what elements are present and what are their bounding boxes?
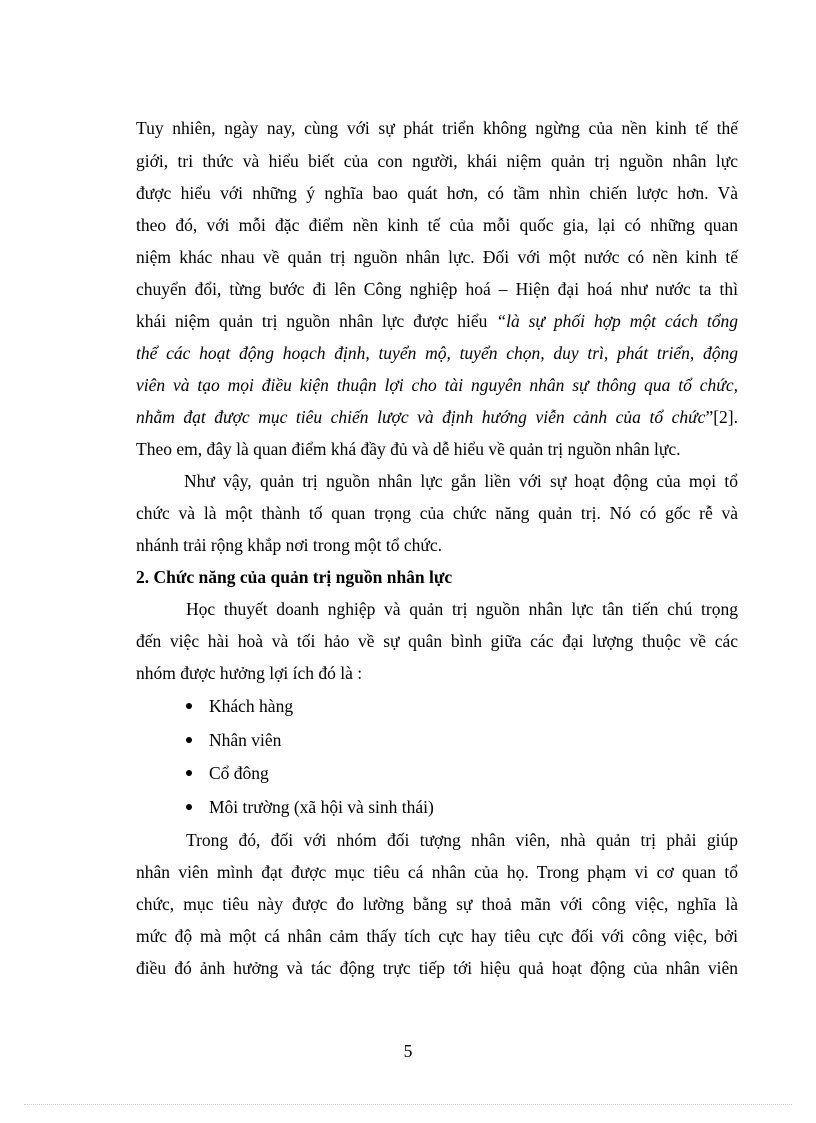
- bullet-label: Khách hàng: [209, 696, 294, 716]
- section-heading: 2. Chức năng của quản trị nguồn nhân lực: [136, 567, 453, 587]
- paragraph-2-line-2: chức và là một thành tố quan trọng của chức năng quản trị. Nó có gốc rễ và: [136, 503, 738, 523]
- bullet-icon: [186, 804, 192, 810]
- paragraph-2-line-1: Như vậy, quản trị nguồn nhân lực gắn liền với sự hoạt động của mọi tổ: [184, 471, 738, 491]
- bullet-label: Cổ đông: [209, 763, 269, 783]
- paragraph-1-line-1: Tuy nhiên, ngày nay, cùng với sự phát triển không ngừng của nền kinh tế thế: [136, 118, 738, 138]
- paragraph-4-line-5: điều đó ảnh hưởng và tác động trực tiếp tới hiệu quả hoạt động của nhân viên: [136, 958, 738, 978]
- paragraph-1-line-10: [136, 405, 738, 429]
- paragraph-3-line-1: Học thuyết doanh nghiệp và quản trị nguồn nhân lực tân tiến chú trọng: [186, 599, 738, 619]
- bullet-icon: [186, 703, 192, 709]
- bullet-item-employees: [186, 728, 281, 752]
- citation: ”[2].: [705, 407, 738, 427]
- bullet-item-environment: [186, 795, 434, 819]
- page-number: 5: [403, 1041, 413, 1061]
- page-bottom-divider: [24, 1104, 792, 1105]
- paragraph-1-line-5: niệm khác nhau về quản trị nguồn nhân lực. Đối với một nước có nền kinh tế: [136, 247, 738, 267]
- paragraph-4-line-3: chức, mục tiêu này được đo lường bằng sự thoả mãn với công việc, nghĩa là: [136, 894, 738, 914]
- quote-end-italic: nhằm đạt được mục tiêu chiến lược và định hướng viễn cảnh của tổ chức: [136, 407, 706, 427]
- quote-start-italic: “là sự phối hợp một cách tổng: [496, 311, 738, 331]
- paragraph-4-line-1: Trong đó, đối với nhóm đối tượng nhân viên, nhà quản trị phải giúp: [186, 830, 738, 850]
- quote-line-1: thể các hoạt động hoạch định, tuyển mộ, tuyển chọn, duy trì, phát triển, động: [136, 343, 738, 363]
- paragraph-1-line-2: giới, tri thức và hiểu biết của con người, khái niệm quản trị nguồn nhân lực: [136, 151, 738, 171]
- paragraph-1-line-4: theo đó, với mỗi đặc điểm nền kinh tế của mỗi quốc gia, lại có những quan: [136, 215, 738, 235]
- paragraph-4-line-2: nhân viên mình đạt được mục tiêu cá nhân của họ. Trong phạm vi cơ quan tổ: [136, 862, 738, 882]
- bullet-icon: [186, 737, 192, 743]
- line-7-plain-text: khái niệm quản trị nguồn nhân lực được hiểu: [136, 311, 497, 331]
- paragraph-1-line-3: được hiểu với những ý nghĩa bao quát hơn, có tầm nhìn chiến lược hơn. Và: [136, 183, 738, 203]
- paragraph-1-line-7: [136, 309, 738, 333]
- paragraph-4-line-4: mức độ mà một cá nhân cảm thấy tích cực hay tiêu cực đối với công việc, bởi: [136, 926, 738, 946]
- bullet-icon: [186, 770, 192, 776]
- paragraph-1-line-11: Theo em, đây là quan điểm khá đầy đủ và dễ hiểu về quản trị nguồn nhân lực.: [136, 439, 681, 459]
- quote-line-2: viên và tạo mọi điều kiện thuận lợi cho tài nguyên nhân sự thông qua tổ chức,: [136, 375, 738, 395]
- bullet-item-customers: [186, 694, 293, 718]
- paragraph-3-line-3: nhóm được hưởng lợi ích đó là :: [136, 663, 363, 683]
- bullet-label: Nhân viên: [209, 730, 282, 750]
- bullet-item-shareholders: [186, 761, 269, 785]
- paragraph-2-line-3: nhánh trải rộng khắp nơi trong một tổ chức.: [136, 535, 442, 555]
- paragraph-1-line-6: chuyển đổi, từng bước đi lên Công nghiệp hoá – Hiện đại hoá như nước ta thì: [136, 279, 738, 299]
- bullet-label: Môi trường (xã hội và sinh thái): [209, 797, 434, 817]
- paragraph-3-line-2: đến việc hài hoà và tối hảo về sự quân bình giữa các đại lượng thuộc về các: [136, 631, 738, 651]
